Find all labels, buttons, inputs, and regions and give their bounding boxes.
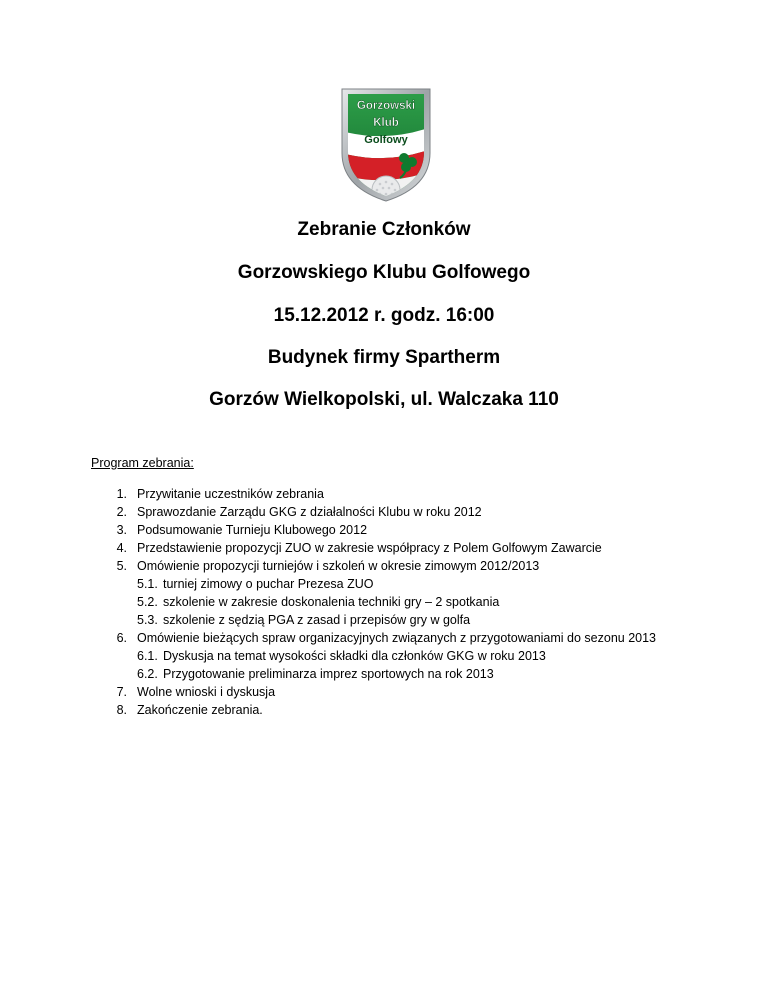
agenda-subitem-number: 6.1. [137, 649, 158, 663]
agenda-item [91, 485, 731, 503]
agenda-item [91, 521, 731, 539]
agenda-item-number: 7. [116, 685, 127, 699]
logo-line1: Gorzowski [356, 100, 416, 112]
agenda-subitem [91, 575, 731, 593]
agenda-item [91, 701, 731, 719]
meeting-address: Gorzów Wielkopolski, ul. Walczaka 110 [209, 389, 559, 410]
agenda-subitem [91, 647, 731, 665]
agenda-subitem-text: Przygotowanie preliminarza imprez sportowych na rok 2013 [163, 667, 494, 681]
agenda-subitem-text: Dyskusja na temat wysokości składki dla członków GKG w roku 2013 [163, 649, 546, 663]
logo-line2: Klub [373, 117, 399, 129]
agenda-item [91, 683, 731, 701]
club-logo [338, 86, 434, 202]
agenda-item-number: 4. [116, 541, 127, 555]
agenda-item-number: 2. [116, 505, 127, 519]
agenda-item [91, 539, 731, 557]
club-crest-icon [338, 86, 434, 202]
agenda-item-text: Zakończenie zebrania. [137, 703, 263, 717]
agenda-subitem [91, 665, 731, 683]
agenda-item-text: Przywitanie uczestników zebrania [137, 487, 324, 501]
agenda-item-number: 6. [116, 631, 127, 645]
agenda-item-text: Omówienie bieżących spraw organizacyjnych związanych z przygotowaniami do sezonu 2013 [137, 631, 657, 645]
agenda-item [91, 503, 731, 521]
agenda-item-number: 5. [116, 559, 127, 573]
club-name: Gorzowskiego Klubu Golfowego [237, 262, 531, 283]
agenda-item-text: Omówienie propozycji turniejów i szkoleń w okresie zimowym 2012/2013 [137, 559, 540, 573]
agenda-item-text: Przedstawienie propozycji ZUO w zakresie współpracy z Polem Golfowym Zawarcie [137, 541, 602, 555]
agenda-subitem-number: 6.2. [137, 667, 158, 681]
meeting-datetime: 15.12.2012 r. godz. 16:00 [273, 305, 495, 326]
agenda-subitem-number: 5.2. [137, 595, 158, 609]
program-label: Program zebrania: [91, 456, 194, 470]
meeting-venue: Budynek firmy Spartherm [267, 347, 501, 368]
meeting-title: Zebranie Członków [297, 219, 471, 240]
agenda-item-number: 3. [116, 523, 127, 537]
agenda-subitem-text: turniej zimowy o puchar Prezesa ZUO [163, 577, 374, 591]
agenda-item-text: Wolne wnioski i dyskusja [137, 685, 276, 699]
agenda-item [91, 629, 731, 647]
agenda-subitem [91, 611, 731, 629]
agenda-item-number: 1. [116, 487, 127, 501]
agenda-subitem-text: szkolenie z sędzią PGA z zasad i przepisów gry w golfa [163, 613, 471, 627]
agenda-item-text: Podsumowanie Turnieju Klubowego 2012 [137, 523, 368, 537]
agenda-subitem-text: szkolenie w zakresie doskonalenia techniki gry – 2 spotkania [163, 595, 500, 609]
agenda-subitem [91, 593, 731, 611]
agenda-list [91, 485, 731, 719]
logo-line3: Golfowy [364, 134, 408, 146]
agenda-subitem-number: 5.3. [137, 613, 158, 627]
agenda-item-number: 8. [116, 703, 127, 717]
agenda-item [91, 557, 731, 575]
agenda-item-text: Sprawozdanie Zarządu GKG z działalności Klubu w roku 2012 [137, 505, 482, 519]
agenda-subitem-number: 5.1. [137, 577, 158, 591]
